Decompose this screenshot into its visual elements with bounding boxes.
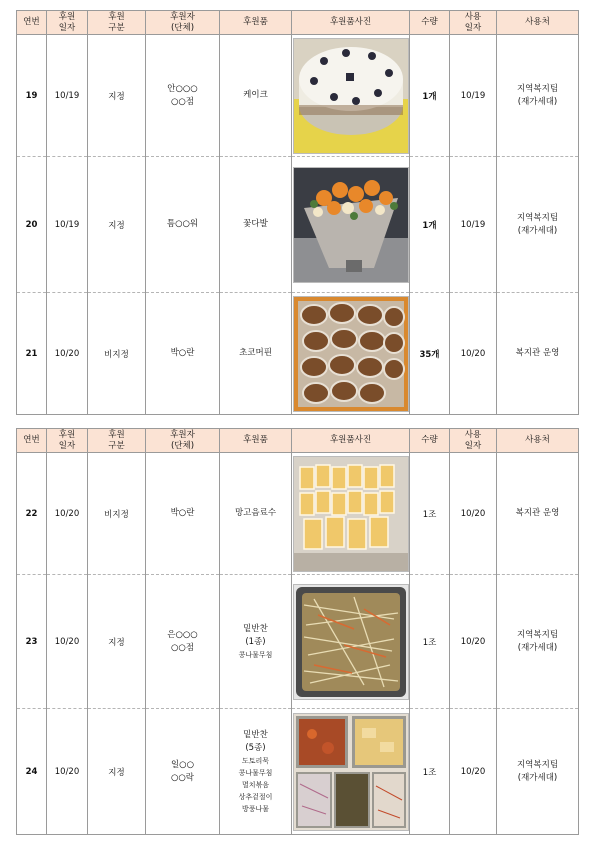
row-type: 비지정 [88,453,146,575]
header-photo: 후원품사진 [292,11,410,35]
row-usage: 지역복지팀 (재가세대) [497,157,579,293]
row-photo-cell [292,575,410,709]
row-usage: 복지관 운영 [497,453,579,575]
row-type: 지정 [88,709,146,835]
row-item: 밑반찬 (5종) [243,729,268,753]
row-no: 24 [17,709,47,835]
row-date: 10/19 [47,157,88,293]
row-use-date: 10/20 [450,575,497,709]
header-no: 연번 [17,11,47,35]
table-row [17,709,579,835]
header-date: 후원 일자 [47,11,88,35]
table-row [17,575,579,709]
row-item: 케이크 [220,35,292,157]
row-qty: 1조 [410,575,450,709]
row-date: 10/20 [47,453,88,575]
row-usage: 지역복지팀 (재가세대) [497,575,579,709]
header-qty: 수량 [410,11,450,35]
row-no: 19 [17,35,47,157]
row-item-cell [220,575,292,709]
mango-drink-photo [293,456,409,572]
row-donor: 박○란 [146,293,220,415]
side-dishes-photo [293,713,409,831]
row-qty: 35개 [410,293,450,415]
row-use-date: 10/20 [450,709,497,835]
header-donor: 후원자 (단체) [146,11,220,35]
row-type: 지정 [88,575,146,709]
row-photo-cell [292,157,410,293]
row-no: 22 [17,453,47,575]
header-donor: 후원자 (단체) [146,429,220,453]
row-no: 21 [17,293,47,415]
row-donor: 은○○○ ○○점 [146,575,220,709]
header-usage: 사용처 [497,11,579,35]
row-item-detail: 도토리묵 콩나물무침 멸치볶음 상추겉절이 방풍나물 [238,756,273,813]
row-photo-cell [292,35,410,157]
row-type: 지정 [88,35,146,157]
row-type: 지정 [88,157,146,293]
muffin-photo [293,296,409,412]
header-item: 후원품 [220,429,292,453]
row-donor: 안○○○ ○○점 [146,35,220,157]
header-use-date: 사용 일자 [450,11,497,35]
header-use-date: 사용 일자 [450,429,497,453]
cake-photo [293,38,409,154]
row-use-date: 10/20 [450,293,497,415]
table-header-row [17,11,579,35]
row-usage: 지역복지팀 (재가세대) [497,35,579,157]
header-item: 후원품 [220,11,292,35]
header-type: 후원 구분 [88,11,146,35]
row-item-detail: 콩나물무침 [238,650,273,659]
header-photo: 후원품사진 [292,429,410,453]
row-item: 망고음료수 [220,453,292,575]
table-row [17,293,579,415]
row-item: 꽃다발 [220,157,292,293]
row-donor: 박○란 [146,453,220,575]
row-date: 10/20 [47,575,88,709]
row-date: 10/20 [47,709,88,835]
row-photo-cell [292,293,410,415]
row-qty: 1개 [410,35,450,157]
row-type: 비지정 [88,293,146,415]
row-use-date: 10/20 [450,453,497,575]
row-item: 초코머핀 [220,293,292,415]
row-usage: 지역복지팀 (재가세대) [497,709,579,835]
row-date: 10/20 [47,293,88,415]
header-type: 후원 구분 [88,429,146,453]
row-item: 밑반찬 (1종) [243,623,268,647]
table-row [17,453,579,575]
row-no: 23 [17,575,47,709]
row-donor: 일○○ ○○락 [146,709,220,835]
header-qty: 수량 [410,429,450,453]
row-usage: 복지관 운영 [497,293,579,415]
table-row [17,35,579,157]
row-use-date: 10/19 [450,35,497,157]
header-date: 후원 일자 [47,429,88,453]
row-date: 10/19 [47,35,88,157]
table-header-row [17,429,579,453]
header-usage: 사용처 [497,429,579,453]
row-donor: 틈○○워 [146,157,220,293]
donation-table-2 [16,428,579,835]
row-qty: 1조 [410,709,450,835]
donation-table-1 [16,10,579,415]
row-qty: 1조 [410,453,450,575]
row-no: 20 [17,157,47,293]
flower-bouquet-photo [293,167,409,283]
row-qty: 1개 [410,157,450,293]
row-item-cell [220,709,292,835]
bean-sprout-photo [293,584,409,700]
row-photo-cell [292,453,410,575]
row-use-date: 10/19 [450,157,497,293]
row-photo-cell [292,709,410,835]
header-no: 연번 [17,429,47,453]
table-row [17,157,579,293]
